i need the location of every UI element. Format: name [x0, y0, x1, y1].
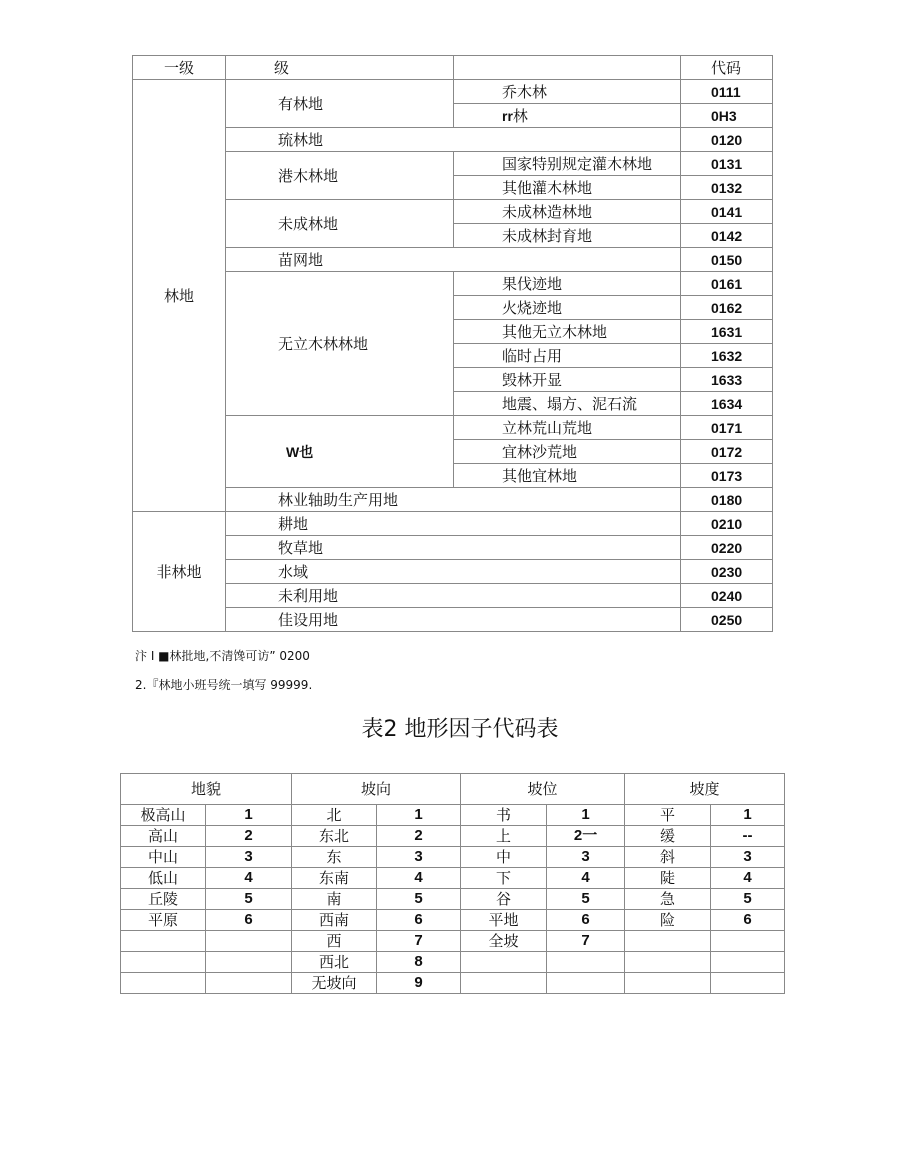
cell-asc: 2: [377, 826, 461, 847]
cell-lf: 中山: [121, 847, 206, 868]
header-position: 坡位: [461, 774, 625, 805]
cell-lfc: 3: [206, 847, 292, 868]
l2-weichenglin: 未成林地: [226, 200, 454, 248]
cell-poc: 7: [547, 931, 625, 952]
l3-dizhen: 地震、塌方、泥石流: [454, 392, 681, 416]
cell-sl: [625, 931, 711, 952]
table-row: [133, 248, 773, 272]
cell-lf: 高山: [121, 826, 206, 847]
code-0173: 0173: [681, 464, 773, 488]
l2-yilin: [226, 416, 454, 488]
l2-yilin-label: W也: [286, 443, 314, 460]
cell-as: 西北: [292, 952, 377, 973]
cell-as: 南: [292, 889, 377, 910]
cell-poc: 4: [547, 868, 625, 889]
cell-poc: 2一: [547, 826, 625, 847]
code-0150: 0150: [681, 248, 773, 272]
code-0113: 0H3: [681, 104, 773, 128]
code-0132: 0132: [681, 176, 773, 200]
cell-lfc: 2: [206, 826, 292, 847]
cell-asc: 8: [377, 952, 461, 973]
l3-fengyu: 未成林封育地: [454, 224, 681, 248]
cell-asc: 6: [377, 910, 461, 931]
cell-lf: 平原: [121, 910, 206, 931]
l2-gengdi: 耕地: [226, 512, 681, 536]
code-0172: 0172: [681, 440, 773, 464]
table-row: [121, 973, 785, 994]
l2-weiliyong: 未利用地: [226, 584, 681, 608]
code-0131: 0131: [681, 152, 773, 176]
table-row: [121, 805, 785, 826]
table-row: [133, 152, 773, 176]
cell-po: [461, 973, 547, 994]
cell-poc: [547, 952, 625, 973]
cell-asc: 4: [377, 868, 461, 889]
cell-slc: 5: [711, 889, 785, 910]
cell-slc: 4: [711, 868, 785, 889]
l3-zhulin-prefix: rr: [502, 107, 513, 124]
table-row: [121, 889, 785, 910]
cell-po: 上: [461, 826, 547, 847]
code-0240: 0240: [681, 584, 773, 608]
l3-zhulin: [454, 104, 681, 128]
cell-slc: 3: [711, 847, 785, 868]
table-row: [121, 931, 785, 952]
code-1634: 1634: [681, 392, 773, 416]
l3-zhulin-suffix: 林: [512, 106, 528, 125]
cell-asc: 9: [377, 973, 461, 994]
code-0141: 0141: [681, 200, 773, 224]
cell-slc: --: [711, 826, 785, 847]
code-1631: 1631: [681, 320, 773, 344]
cell-sl: [625, 952, 711, 973]
header-slope: 坡度: [625, 774, 785, 805]
note-1: 汴 I ■林批地,不清馋可访” 0200: [135, 649, 310, 663]
table-row: [133, 512, 773, 536]
cell-slc: [711, 952, 785, 973]
table-row: [133, 200, 773, 224]
code-1633: 1633: [681, 368, 773, 392]
cell-lfc: [206, 931, 292, 952]
l3-zaolin: 未成林造林地: [454, 200, 681, 224]
table2-header-row: [121, 774, 785, 805]
code-0162: 0162: [681, 296, 773, 320]
cell-poc: 5: [547, 889, 625, 910]
l3-caifa: 果伐迹地: [454, 272, 681, 296]
cell-as: 西: [292, 931, 377, 952]
table-row: [121, 910, 785, 931]
terrain-factor-code-table: [120, 773, 785, 994]
group-forest: 林地: [133, 80, 226, 512]
cell-lf: 丘陵: [121, 889, 206, 910]
l2-wulimu: 无立木林林地: [226, 272, 454, 416]
cell-po: 下: [461, 868, 547, 889]
cell-sl: 平: [625, 805, 711, 826]
l3-linshi: 临时占用: [454, 344, 681, 368]
table2-title: 表2 地形因子代码表: [361, 717, 559, 742]
cell-lf: [121, 973, 206, 994]
table-row: [133, 488, 773, 512]
cell-lf: 低山: [121, 868, 206, 889]
code-0161: 0161: [681, 272, 773, 296]
cell-po: 中: [461, 847, 547, 868]
l3-shahuang: 宜林沙荒地: [454, 440, 681, 464]
table-row: [133, 80, 773, 104]
forest-land-code-table: [132, 55, 773, 632]
cell-asc: 1: [377, 805, 461, 826]
l3-tedingguanmu: 国家特别规定灌木林地: [454, 152, 681, 176]
code-0250: 0250: [681, 608, 773, 632]
cell-po: 全坡: [461, 931, 547, 952]
l2-shuiyu: 水域: [226, 560, 681, 584]
header-level3: [454, 56, 681, 80]
table-row: [133, 560, 773, 584]
cell-sl: 斜: [625, 847, 711, 868]
cell-po: 平地: [461, 910, 547, 931]
cell-poc: 1: [547, 805, 625, 826]
l2-youlindi: 有林地: [226, 80, 454, 128]
l3-huangshan: 立林荒山荒地: [454, 416, 681, 440]
cell-slc: [711, 973, 785, 994]
table-row: [133, 584, 773, 608]
table-row: [133, 608, 773, 632]
cell-po: 谷: [461, 889, 547, 910]
code-0120: 0120: [681, 128, 773, 152]
header-level2: 级: [226, 56, 454, 80]
cell-as: 西南: [292, 910, 377, 931]
cell-poc: 3: [547, 847, 625, 868]
l2-miaopu: 苗网地: [226, 248, 681, 272]
code-0220: 0220: [681, 536, 773, 560]
cell-lf: 极高山: [121, 805, 206, 826]
header-code: 代码: [681, 56, 773, 80]
cell-asc: 3: [377, 847, 461, 868]
code-0171: 0171: [681, 416, 773, 440]
cell-poc: 6: [547, 910, 625, 931]
code-0142: 0142: [681, 224, 773, 248]
cell-sl: 缓: [625, 826, 711, 847]
cell-poc: [547, 973, 625, 994]
cell-lf: [121, 952, 206, 973]
l2-fuzhu: 林业轴助生产用地: [226, 488, 681, 512]
cell-po: 书: [461, 805, 547, 826]
l2-guanmu: 港木林地: [226, 152, 454, 200]
cell-asc: 7: [377, 931, 461, 952]
cell-as: 北: [292, 805, 377, 826]
l3-qiaomu: 乔木林: [454, 80, 681, 104]
table-row: [133, 272, 773, 296]
table-header-row: [133, 56, 773, 80]
group-nonforest: 非林地: [133, 512, 226, 632]
code-0210: 0210: [681, 512, 773, 536]
code-0180: 0180: [681, 488, 773, 512]
cell-po: [461, 952, 547, 973]
cell-lfc: 1: [206, 805, 292, 826]
cell-lfc: [206, 952, 292, 973]
l3-qitawulimu: 其他无立木林地: [454, 320, 681, 344]
l2-mucao: 牧草地: [226, 536, 681, 560]
cell-sl: 陡: [625, 868, 711, 889]
cell-as: 无坡向: [292, 973, 377, 994]
table-row: [121, 868, 785, 889]
header-landform: 地貌: [121, 774, 292, 805]
l3-qitayilin: 其他宜林地: [454, 464, 681, 488]
cell-slc: [711, 931, 785, 952]
table2-body: [121, 805, 785, 994]
l3-qitaguanmu: 其他灌木林地: [454, 176, 681, 200]
table-row: [121, 952, 785, 973]
cell-as: 东北: [292, 826, 377, 847]
cell-sl: 险: [625, 910, 711, 931]
table-row: [133, 536, 773, 560]
header-level1: 一级: [133, 56, 226, 80]
l3-huilin: 毁林开显: [454, 368, 681, 392]
cell-sl: [625, 973, 711, 994]
table-row: [121, 847, 785, 868]
cell-asc: 5: [377, 889, 461, 910]
code-1632: 1632: [681, 344, 773, 368]
cell-lfc: 4: [206, 868, 292, 889]
cell-lfc: 5: [206, 889, 292, 910]
cell-lfc: [206, 973, 292, 994]
code-0111: 0111: [681, 80, 773, 104]
header-aspect: 坡向: [292, 774, 461, 805]
l3-huoshao: 火烧迹地: [454, 296, 681, 320]
cell-slc: 6: [711, 910, 785, 931]
cell-lf: [121, 931, 206, 952]
l2-jianshe: 佳设用地: [226, 608, 681, 632]
table-row: [121, 826, 785, 847]
cell-sl: 急: [625, 889, 711, 910]
table-row: [133, 416, 773, 440]
cell-as: 东: [292, 847, 377, 868]
code-0230: 0230: [681, 560, 773, 584]
cell-slc: 1: [711, 805, 785, 826]
cell-lfc: 6: [206, 910, 292, 931]
table-row: [133, 128, 773, 152]
l2-shulindi: 琉林地: [226, 128, 681, 152]
note-2: 2.『林地小班号统一填写 99999.: [135, 678, 313, 692]
cell-as: 东南: [292, 868, 377, 889]
